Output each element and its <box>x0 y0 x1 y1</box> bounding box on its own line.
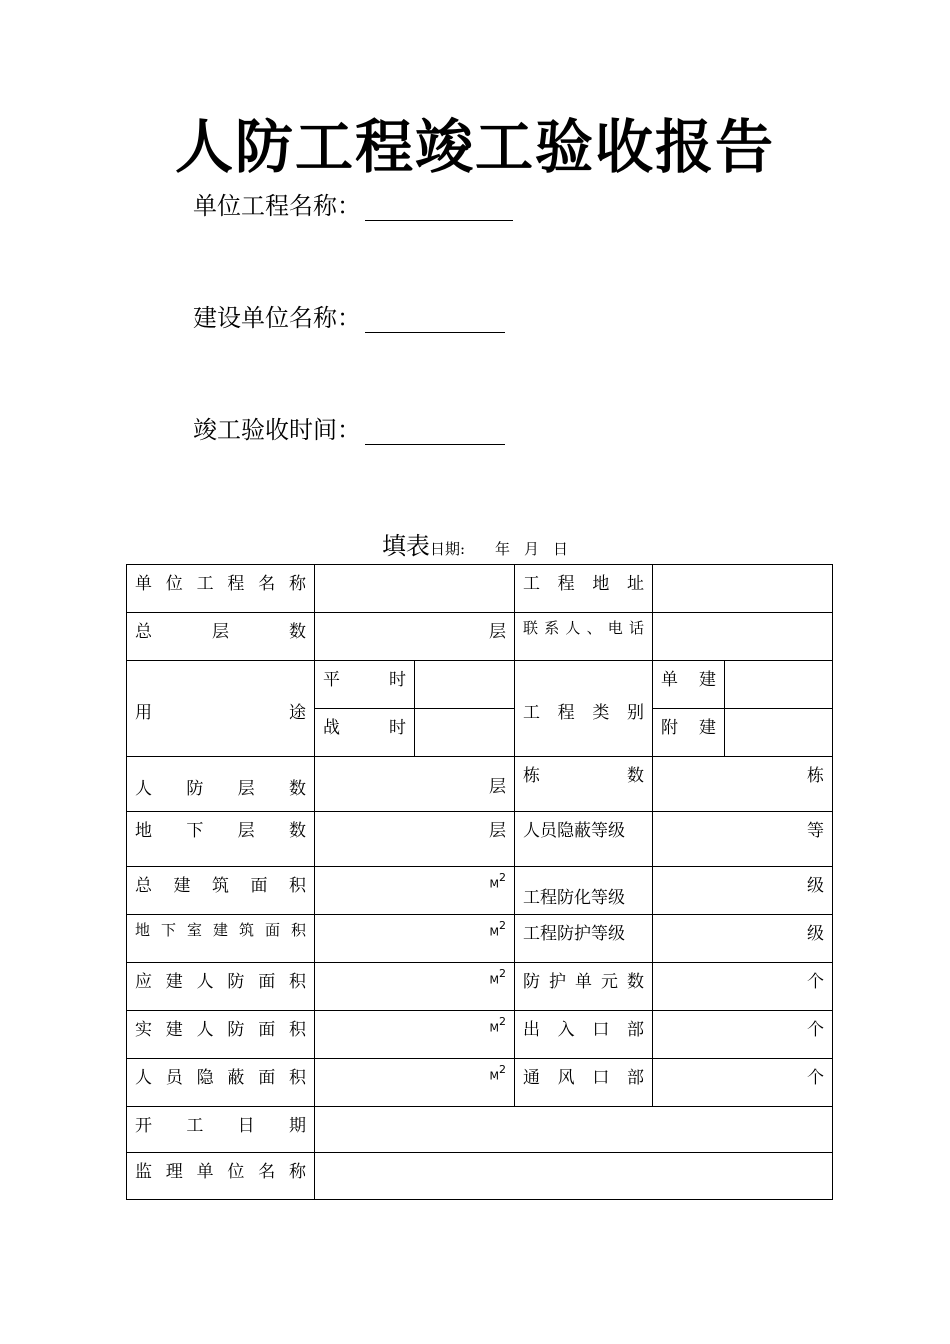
fill-date-year: 年 <box>495 540 511 558</box>
table-row <box>127 565 833 613</box>
floors-unit: 层 <box>489 821 506 841</box>
accept-time-field <box>193 410 505 445</box>
shelter-level-input[interactable] <box>653 812 833 867</box>
actual-area-cell: 实建人防面积 <box>127 1011 315 1059</box>
builder-name-field <box>193 298 505 333</box>
area-unit: M <box>489 1021 499 1035</box>
level-unit-ji: 级 <box>807 924 824 944</box>
underground-floors-cell: 地下层数 <box>127 812 315 867</box>
wartime-cell: 战时 <box>315 709 415 757</box>
fill-date-prefix: 填表 <box>381 532 430 560</box>
unit-project-name-label: 单位工程名称： <box>193 192 361 220</box>
floors-unit: 层 <box>489 622 506 642</box>
shelter-area-cell: 人员隐蔽面积 <box>127 1059 315 1107</box>
protection-units-cell: 防护单元数 <box>515 963 653 1011</box>
area-unit-sup: 2 <box>499 919 506 932</box>
total-floors-input[interactable] <box>315 613 515 661</box>
shelter-level-cell: 人员隐蔽等级 <box>515 812 653 867</box>
protection-level-input[interactable] <box>653 915 833 963</box>
table-row <box>127 1107 833 1153</box>
vents-input[interactable] <box>653 1059 833 1107</box>
total-area-input[interactable] <box>315 867 515 915</box>
protection-units-input[interactable] <box>653 963 833 1011</box>
protection-level-cell: 工程防护等级 <box>515 915 653 963</box>
project-address-input[interactable] <box>653 565 833 613</box>
table-row <box>127 915 833 963</box>
project-address-cell: 工程地址 <box>515 565 653 613</box>
builder-name-blank[interactable] <box>365 306 505 333</box>
table-row <box>127 812 833 867</box>
table-row <box>127 1059 833 1107</box>
contact-phone-input[interactable] <box>653 613 833 661</box>
start-date-input[interactable] <box>315 1107 833 1153</box>
acceptance-form-table <box>126 564 833 1200</box>
level-unit-deng: 等 <box>807 821 824 841</box>
fill-date-line <box>0 526 950 561</box>
peacetime-input[interactable] <box>415 661 515 709</box>
table-row <box>127 661 833 709</box>
total-floors-cell: 总层数 <box>127 613 315 661</box>
contact-phone-cell: 联系人、电话 <box>515 613 653 661</box>
area-unit: M <box>489 973 499 987</box>
underground-floors-input[interactable] <box>315 812 515 867</box>
page-title: 人防工程竣工验收报告 <box>174 113 775 181</box>
attached-cell: 附建 <box>653 709 725 757</box>
peacetime-cell: 平时 <box>315 661 415 709</box>
unit-project-name-input[interactable] <box>315 565 515 613</box>
area-unit: M <box>489 925 499 939</box>
area-unit: M <box>489 1069 499 1083</box>
required-area-cell: 应建人防面积 <box>127 963 315 1011</box>
actual-area-input[interactable] <box>315 1011 515 1059</box>
building-count-cell: 栋数 <box>515 757 653 812</box>
entrances-input[interactable] <box>653 1011 833 1059</box>
total-area-cell: 总建筑面积 <box>127 867 315 915</box>
table-row <box>127 1153 833 1200</box>
usage-cell: 用途 <box>127 661 315 757</box>
accept-time-blank[interactable] <box>365 418 505 445</box>
unit-project-name-cell: 单位工程名称 <box>127 565 315 613</box>
civil-defense-floors-input[interactable] <box>315 757 515 812</box>
count-unit: 个 <box>807 972 824 992</box>
supervisor-name-cell: 监理单位名称 <box>127 1153 315 1200</box>
civil-defense-floors-cell: 人防层数 <box>127 757 315 812</box>
accept-time-label: 竣工验收时间： <box>193 416 361 444</box>
wartime-input[interactable] <box>415 709 515 757</box>
table-row <box>127 963 833 1011</box>
entrances-cell: 出入口部 <box>515 1011 653 1059</box>
table-row <box>127 757 833 812</box>
fill-date-label: 日期: <box>429 540 465 558</box>
count-unit: 个 <box>807 1068 824 1088</box>
area-unit-sup: 2 <box>499 967 506 980</box>
chem-protection-level-cell: 工程防化等级 <box>515 867 653 915</box>
table-row <box>127 867 833 915</box>
count-unit: 个 <box>807 1020 824 1040</box>
supervisor-name-input[interactable] <box>315 1153 833 1200</box>
shelter-area-input[interactable] <box>315 1059 515 1107</box>
unit-project-name-field <box>193 186 513 221</box>
required-area-input[interactable] <box>315 963 515 1011</box>
fill-date-month: 月 <box>524 540 540 558</box>
floors-unit: 层 <box>489 776 506 797</box>
building-count-input[interactable] <box>653 757 833 812</box>
vents-cell: 通风口部 <box>515 1059 653 1107</box>
area-unit: M <box>489 877 499 891</box>
building-unit: 栋 <box>807 766 824 786</box>
builder-name-label: 建设单位名称： <box>193 304 361 332</box>
attached-input[interactable] <box>725 709 833 757</box>
area-unit-sup: 2 <box>499 1063 506 1076</box>
basement-area-cell: 地下室建筑面积 <box>127 915 315 963</box>
area-unit-sup: 2 <box>499 1015 506 1028</box>
area-unit-sup: 2 <box>499 871 506 884</box>
start-date-cell: 开工日期 <box>127 1107 315 1153</box>
standalone-cell: 单建 <box>653 661 725 709</box>
table-row <box>127 613 833 661</box>
level-unit-ji: 级 <box>807 876 824 896</box>
fill-date-day: 日 <box>553 540 569 558</box>
basement-area-input[interactable] <box>315 915 515 963</box>
table-row <box>127 1011 833 1059</box>
standalone-input[interactable] <box>725 661 833 709</box>
chem-protection-level-input[interactable] <box>653 867 833 915</box>
project-category-cell: 工程类别 <box>515 661 653 757</box>
unit-project-name-blank[interactable] <box>365 194 513 221</box>
